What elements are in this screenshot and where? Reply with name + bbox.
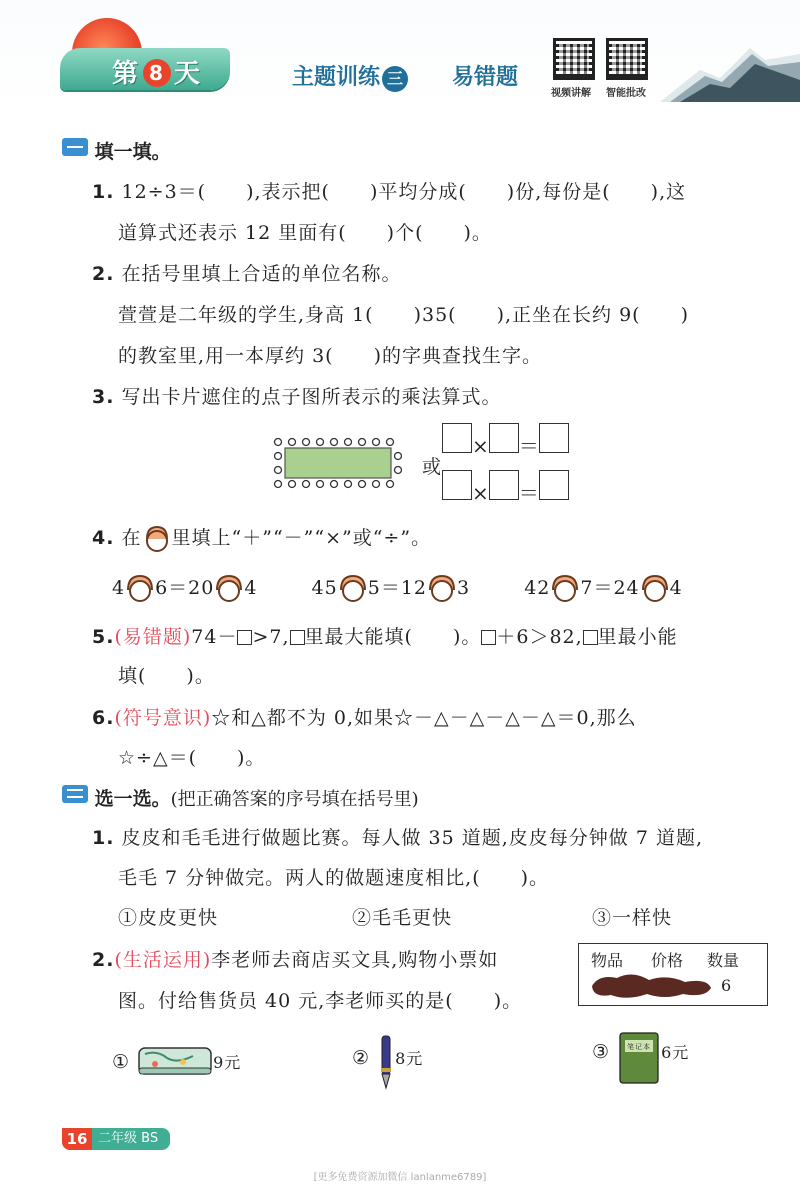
- q2-line2: 萱萱是二年级的学生,身高 1( )35( ),正坐在长约 9( ): [118, 304, 689, 326]
- qr-label-video: 视频讲解: [551, 88, 591, 99]
- choice-3[interactable]: ③ 笔记本 6元: [592, 1030, 689, 1086]
- q3-line1: 3. 写出卡片遮住的点子图所表示的乘法算式。: [92, 386, 502, 408]
- answer-box[interactable]: [583, 630, 598, 645]
- q1-line2: 道算式还表示 12 里面有( )个( )。: [118, 222, 492, 244]
- q3-equation-1: × ＝: [442, 423, 569, 459]
- pig-blank-icon[interactable]: [214, 573, 244, 603]
- answer-box[interactable]: [442, 470, 472, 500]
- receipt-header-price: 价格: [651, 951, 684, 970]
- s2-q1-line1: 1. 皮皮和毛毛进行做题比赛。每人做 35 道题,皮皮每分钟做 7 道题,: [92, 827, 704, 849]
- grade-label: 二年级 BS: [92, 1128, 170, 1150]
- pig-symbol-icon: [142, 523, 172, 553]
- q6-line2: ☆÷△＝( )。: [118, 747, 266, 769]
- s2-q1-option-1[interactable]: ①皮皮更快: [118, 907, 219, 929]
- q2-line3: 的教室里,用一本厚约 3( )的字典查找生字。: [118, 345, 542, 367]
- day-number: 8: [143, 59, 171, 87]
- q5-line2: 填( )。: [118, 665, 215, 687]
- section-2-heading: 选一选。(把正确答案的序号填在括号里): [62, 784, 419, 811]
- answer-box[interactable]: [489, 423, 519, 453]
- q4-equations: 4 6＝20 4 45 5＝12 3 42 7＝24 4: [112, 573, 683, 603]
- answer-box[interactable]: [481, 630, 496, 645]
- receipt-header-item: 物品: [591, 951, 624, 970]
- s2-q1-line2: 毛毛 7 分钟做完。两人的做题速度相比,( )。: [118, 867, 550, 889]
- day-label: 第 8 天: [112, 59, 203, 89]
- q3-equation-2: × ＝: [442, 470, 569, 506]
- page-number: 16: [62, 1128, 92, 1150]
- q4-line1: 4. 在 里填上“＋”“－”“×”或“÷”。: [92, 523, 431, 553]
- q5-tag: (易错题): [114, 626, 192, 648]
- theme-title: 主题训练 三: [292, 60, 416, 92]
- dot-array-card: [272, 436, 402, 490]
- q2-line1: 2. 在括号里填上合适的单位名称。: [92, 263, 402, 285]
- notebook-label: 笔记本: [627, 1043, 652, 1051]
- qr-label-grading: 智能批改: [606, 88, 646, 99]
- notebook-icon: [617, 1030, 661, 1086]
- q6-line1: 6.(符号意识)☆和△都不为 0,如果☆－△－△－△－△＝0,那么: [92, 707, 637, 729]
- fountain-pen-icon: [377, 1034, 395, 1090]
- receipt-qty-value: 6: [721, 976, 732, 995]
- pig-blank-icon[interactable]: [338, 573, 368, 603]
- choice-2[interactable]: ② 8元: [352, 1034, 423, 1090]
- shopping-receipt: [578, 943, 768, 1006]
- watermark-text: [更多免费资源加微信 lanlanme6789]: [313, 1172, 487, 1183]
- pencil-case-icon: [137, 1044, 213, 1078]
- answer-box[interactable]: [237, 630, 252, 645]
- qr-code-grading[interactable]: [606, 38, 648, 80]
- answer-box[interactable]: [539, 470, 569, 500]
- answer-box[interactable]: [290, 630, 305, 645]
- s2-q1-option-3[interactable]: ③一样快: [592, 907, 673, 929]
- q3-or: 或: [422, 456, 443, 478]
- s2-q2-line2: 图。付给售货员 40 元,李老师买的是( )。: [118, 990, 523, 1012]
- s2-q2-line1: 2.(生活运用)李老师去商店买文具,购物小票如: [92, 949, 499, 971]
- answer-box[interactable]: [539, 423, 569, 453]
- pig-blank-icon[interactable]: [640, 573, 670, 603]
- receipt-header-qty: 数量: [707, 951, 740, 970]
- s2-q2-tag: (生活运用): [114, 949, 212, 971]
- qr-code-video[interactable]: [553, 38, 595, 80]
- section-1-badge: [62, 138, 88, 156]
- q5-line1: 5.(易错题)74－ >7, 里最大能填( )。 ＋6＞82, 里最小能: [92, 626, 678, 648]
- answer-box[interactable]: [442, 423, 472, 453]
- ink-stain: [587, 968, 717, 1002]
- q6-tag: (符号意识): [114, 707, 212, 729]
- choice-1[interactable]: ① 9元: [112, 1044, 241, 1078]
- section-2-badge: [62, 785, 88, 803]
- s2-q1-option-2[interactable]: ②毛毛更快: [352, 907, 453, 929]
- answer-box[interactable]: [489, 470, 519, 500]
- pig-blank-icon[interactable]: [550, 573, 580, 603]
- theme-subtitle: 易错题: [452, 65, 519, 90]
- q1-line1: 1. 12÷3＝( ),表示把( )平均分成( )份,每份是( ),这: [92, 181, 687, 203]
- section-1-heading: 填一填。: [62, 137, 171, 164]
- mountain-decoration: [660, 40, 800, 102]
- theme-number: 三: [382, 66, 408, 92]
- pig-blank-icon[interactable]: [427, 573, 457, 603]
- pig-blank-icon[interactable]: [125, 573, 155, 603]
